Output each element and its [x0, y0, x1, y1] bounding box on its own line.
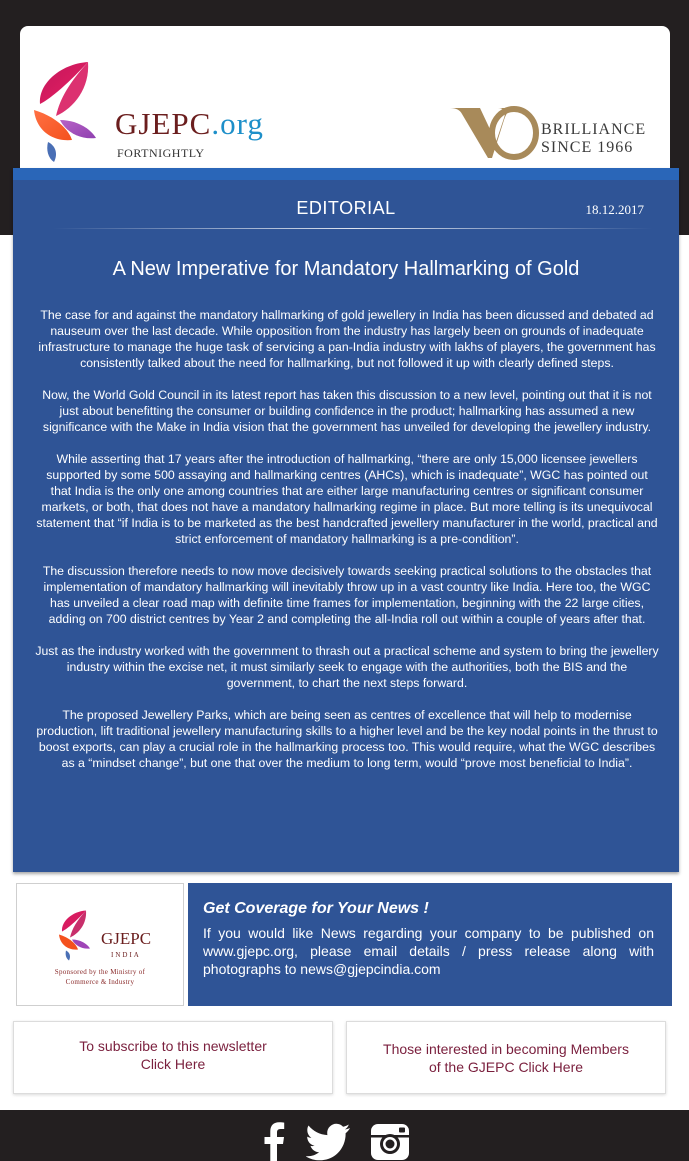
- since-text: SINCE 1966: [541, 139, 634, 156]
- article-paragraph: Now, the World Gold Council in its latest report has taken this discussion to a new level, pointing out that it is not just about benefitting the consumer or building confidence in the product; hallmarking has assumed a new significance with the Make in India vision that the government has unveiled for developing the jewellery industry.: [42, 388, 652, 434]
- gjepc-logo-text[interactable]: GJEPC.org: [115, 106, 264, 141]
- fortnightly-label: FORTNIGHTLY: [117, 146, 205, 160]
- butterfly-logo-icon: [57, 906, 95, 964]
- article-paragraph: The proposed Jewellery Parks, which are being seen as centres of excellence that will help to modernise production, lift traditional jewellery manufacturing skills to a higher level and be the key nodal points in the thrust to boost exports, can play a crucial role in the hallmarking process too. This would require, what the WGC describes as a “mindset change”, but one that over the medium to long term, would “prove most beneficial to India”.: [36, 708, 658, 770]
- news-coverage-box: [188, 883, 672, 1006]
- sponsor-line: Commerce & Industry: [65, 978, 135, 986]
- sponsor-line: Sponsored by the Ministry of: [54, 968, 146, 976]
- panel-top-stripe: [13, 168, 679, 180]
- member-line: Those interested in becoming Members: [383, 1041, 629, 1057]
- become-member-button[interactable]: [346, 1021, 666, 1094]
- subscribe-click-here[interactable]: Click Here: [140, 1056, 206, 1072]
- editorial-divider: [53, 228, 653, 229]
- article-paragraph: The discussion therefore needs to now move decisively towards seeking practical solutions to the obstacles that implementation of mandatory hallmarking will inevitably throw up in a vast country like India. Here too, the WGC has unveiled a clear road map with definite time frames for implementation, beginning with the 22 large cities, adding on 700 district centres by Year 2 and completing the all-India roll out within a couple of years after that.: [42, 564, 652, 626]
- brilliance-text: BRILLIANCE: [541, 121, 647, 138]
- instagram-icon[interactable]: [369, 1120, 411, 1161]
- subscribe-line: To subscribe to this newsletter: [79, 1038, 267, 1054]
- news-coverage-title: Get Coverage for Your News !: [203, 900, 429, 917]
- editorial-label: EDITORIAL: [296, 198, 396, 218]
- facebook-icon[interactable]: [258, 1120, 290, 1161]
- news-coverage-body[interactable]: If you would like News regarding your company to be published on www.gjepc.org, please email details / press release along with photographs to news@gjepcindia.com: [203, 925, 654, 977]
- editorial-headline: A New Imperative for Mandatory Hallmarking of Gold: [112, 258, 580, 280]
- editorial-date: 18.12.2017: [585, 202, 644, 217]
- footer: [0, 1110, 689, 1161]
- article-paragraph: Just as the industry worked with the government to thrash out a practical scheme and system to bring the jewellery industry within the excise net, it must similarly seek to engage with the authorities, both the BIS and the government, to chart the next steps forward.: [35, 644, 659, 690]
- subscribe-newsletter-button[interactable]: [13, 1021, 333, 1094]
- gjepc-india-logo-box[interactable]: [16, 883, 184, 1006]
- gjepc-india-logo-text: GJEPC: [101, 929, 152, 948]
- butterfly-logo-icon[interactable]: [30, 58, 106, 164]
- india-label: INDIA: [111, 951, 141, 959]
- vo-brand-mark-icon: [448, 104, 542, 160]
- article-paragraph: The case for and against the mandatory hallmarking of gold jewellery in India has been dicussed and debated ad nauseum over the last decade. While opposition from the industry has largely been on grounds of inadequate infrastructure to manage the huge task of servicing a pan-India industry with lakhs of players, the government has consistently talked about the need for hallmarking, but not followed it up with clearly defined steps.: [38, 308, 656, 370]
- twitter-icon[interactable]: [306, 1120, 352, 1161]
- sponsor-text: [17, 967, 183, 987]
- article-paragraph: While asserting that 17 years after the introduction of hallmarking, “there are only 15,000 licensee jewellers supported by some 500 assaying and hallmarking centres (AHCs), which is inadequate”, WGC has pointed out that India is the only one among countries that are either large manufacturing centres or significant consumer markets, or both, that does not have a mandatory hallmarking regime in place. But more telling is its unequivocal statement that “if India is to be marketed as the best handcrafted jewellery manufacturer in the world, practical and strict enforcement of mandatory hallmarking is a pre-condition”.: [36, 452, 658, 546]
- editorial-panel: [13, 168, 679, 872]
- editorial-article: [35, 307, 659, 787]
- header-card: [20, 26, 670, 176]
- member-click-here[interactable]: of the GJEPC Click Here: [428, 1059, 584, 1075]
